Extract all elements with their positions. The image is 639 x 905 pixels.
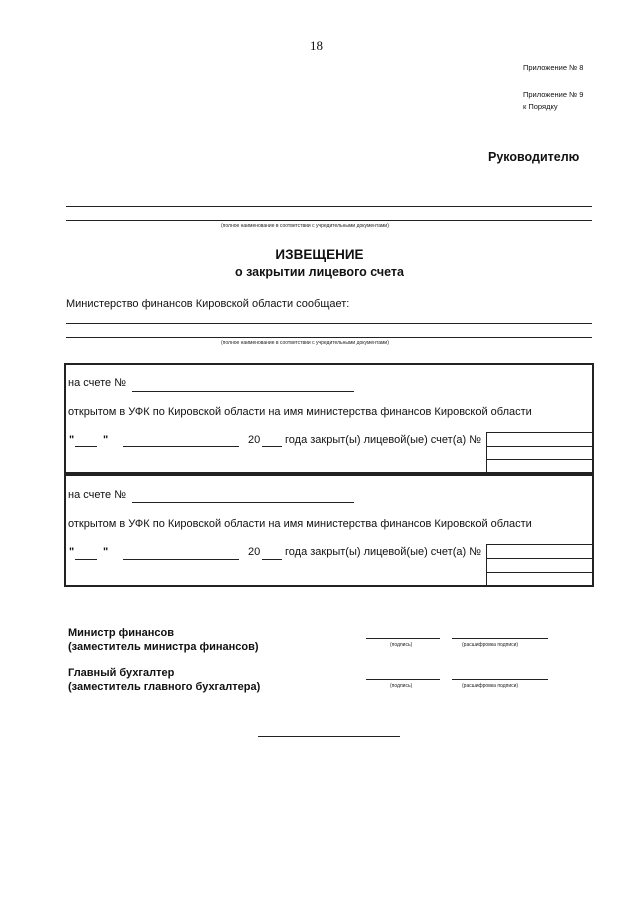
- signer-1-sign-line: [366, 638, 440, 639]
- year-prefix: 20: [248, 434, 261, 446]
- accounts-cell-divider: [486, 432, 487, 472]
- signer-2-sign-caption: (подпись): [390, 683, 413, 689]
- accounts-cell-row-2: [486, 572, 594, 573]
- document-title: ИЗВЕЩЕНИЕ: [275, 247, 364, 262]
- closing-separator: [258, 736, 400, 737]
- page-number: 18: [310, 38, 323, 53]
- accounts-cell-divider: [486, 544, 487, 587]
- full-name-caption-2: (полное наименование в соответствии с учредительными документами): [221, 340, 389, 346]
- signer-1-decode-line: [452, 638, 548, 639]
- full-name-caption-1: (полное наименование в соответствии с учредительными документами): [221, 223, 389, 229]
- closed-text: года закрыт(ы) лицевой(ые) счет(а) №: [285, 546, 482, 558]
- accounts-cell-top: [486, 432, 594, 433]
- signer-1-sign-caption: (подпись): [390, 642, 413, 648]
- accounts-cell-row-1: [486, 558, 594, 559]
- day-line: [75, 446, 97, 447]
- closed-text: года закрыт(ы) лицевой(ые) счет(а) №: [285, 434, 482, 446]
- addressee-line-1: [66, 206, 592, 207]
- signer-2-sign-line: [366, 679, 440, 680]
- intro-line-2: [66, 337, 592, 338]
- signer-1-decode-caption: (расшифровка подписи): [462, 642, 519, 648]
- account-number-line: [132, 391, 354, 392]
- account-label: на счете №: [68, 489, 126, 501]
- signer-2-decode-caption: (расшифровка подписи): [462, 683, 519, 689]
- month-line: [123, 559, 239, 560]
- signer-1-title: Министр финансов: [68, 627, 175, 639]
- intro-line-1: [66, 323, 592, 324]
- accounts-cell-top: [486, 544, 594, 545]
- account-block-1: [64, 363, 594, 474]
- appendix-line-2: Приложение № 9: [523, 90, 584, 99]
- accounts-cell-row-1: [486, 446, 594, 447]
- appendix-line-3: к Порядку: [523, 102, 558, 111]
- signer-2-decode-line: [452, 679, 548, 680]
- day-line: [75, 559, 97, 560]
- accounts-cell-row-2: [486, 459, 594, 460]
- year-line: [262, 446, 282, 447]
- year-prefix: 20: [248, 546, 261, 558]
- opened-text: открытом в УФК по Кировской области на имя министерства финансов Кировской области: [68, 406, 532, 418]
- account-block-2: [64, 474, 594, 587]
- opened-text: открытом в УФК по Кировской области на имя министерства финансов Кировской области: [68, 518, 532, 530]
- appendix-line-1: Приложение № 8: [523, 63, 584, 72]
- addressee: Руководителю: [488, 150, 580, 164]
- year-line: [262, 559, 282, 560]
- quote-open: ": [69, 434, 75, 446]
- signer-2-title: Главный бухгалтер: [68, 667, 175, 679]
- quote-close: ": [103, 546, 109, 558]
- intro-text: Министерство финансов Кировской области сообщает:: [66, 298, 350, 310]
- document-subtitle: о закрытии лицевого счета: [235, 265, 404, 279]
- addressee-line-2: [66, 220, 592, 221]
- signer-2-subtitle: (заместитель главного бухгалтера): [68, 681, 261, 693]
- quote-close: ": [103, 434, 109, 446]
- account-label: на счете №: [68, 377, 126, 389]
- quote-open: ": [69, 546, 75, 558]
- signer-1-subtitle: (заместитель министра финансов): [68, 641, 259, 653]
- month-line: [123, 446, 239, 447]
- account-number-line: [132, 502, 354, 503]
